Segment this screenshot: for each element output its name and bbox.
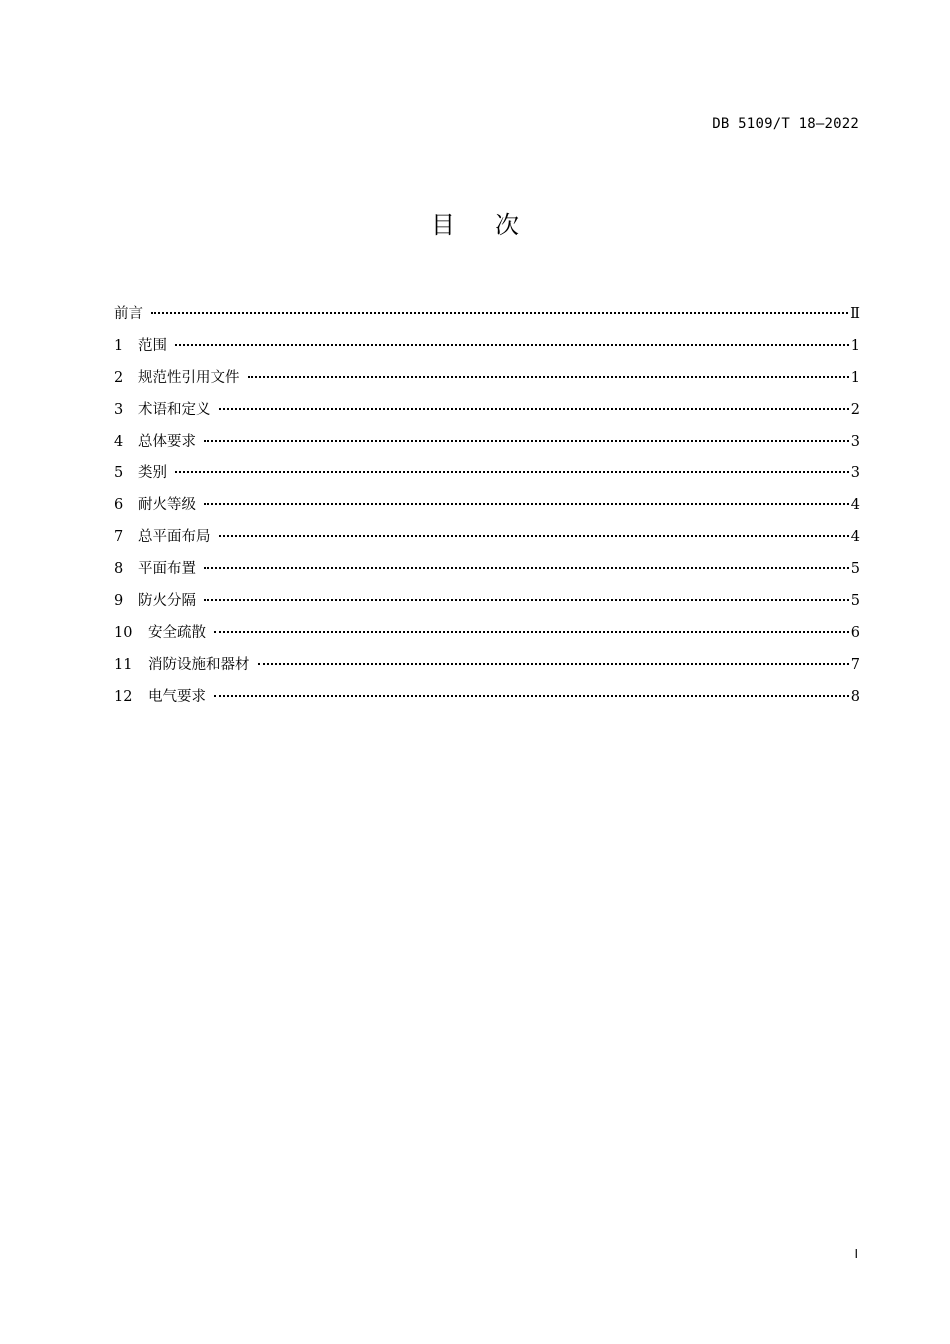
toc-entry-label: 规范性引用文件 bbox=[138, 369, 240, 386]
toc-entry-page: 3 bbox=[850, 433, 860, 450]
toc-entry-label: 平面布置 bbox=[138, 561, 196, 578]
toc-entry-number: 7 bbox=[114, 529, 124, 546]
toc-entry-number: 8 bbox=[114, 561, 124, 578]
toc-entry-number: 9 bbox=[114, 593, 124, 610]
toc-entry-page: 4 bbox=[850, 497, 860, 514]
toc-entry-categories[interactable] bbox=[114, 461, 860, 493]
toc-entry-number: 2 bbox=[114, 369, 124, 386]
toc-entry-page: 1 bbox=[850, 337, 860, 354]
toc-entry-page: 2 bbox=[850, 401, 860, 418]
toc-entry-fire-facilities[interactable] bbox=[114, 653, 860, 685]
toc-leader-dots bbox=[204, 503, 849, 505]
toc-entry-page: 5 bbox=[850, 561, 860, 578]
toc-entry-number: 11 bbox=[114, 656, 133, 673]
toc-leader-dots bbox=[204, 599, 849, 601]
toc-entry-label: 防火分隔 bbox=[138, 593, 196, 610]
toc-entry-page: 4 bbox=[850, 529, 860, 546]
toc-entry-normative-references[interactable] bbox=[114, 366, 860, 398]
toc-entry-label: 耐火等级 bbox=[138, 497, 196, 514]
toc-leader-dots bbox=[151, 312, 848, 314]
toc-entry-electrical-requirements[interactable] bbox=[114, 685, 860, 717]
toc-entry-number: 10 bbox=[114, 624, 133, 641]
toc-leader-dots bbox=[204, 440, 849, 442]
toc-title bbox=[0, 205, 950, 240]
toc-entry-number: 4 bbox=[114, 433, 124, 450]
toc-entry-foreword[interactable] bbox=[114, 302, 860, 334]
toc-title-char-2: 次 bbox=[495, 211, 519, 239]
toc-entry-general-requirements[interactable] bbox=[114, 430, 860, 462]
toc-entry-page: Ⅱ bbox=[850, 306, 860, 322]
toc-leader-dots bbox=[214, 695, 849, 697]
toc-entry-label: 范围 bbox=[138, 337, 167, 354]
toc-entry-label: 电气要求 bbox=[148, 688, 206, 705]
toc-entry-label: 总平面布局 bbox=[138, 529, 211, 546]
toc-entry-floor-plan[interactable] bbox=[114, 557, 860, 589]
toc-entry-site-layout[interactable] bbox=[114, 525, 860, 557]
toc-entry-number: 5 bbox=[114, 465, 124, 482]
toc-entry-fire-resistance-rating[interactable] bbox=[114, 493, 860, 525]
toc-entry-label: 前言 bbox=[114, 306, 143, 322]
toc-entry-page: 8 bbox=[850, 688, 860, 705]
toc-entry-terms-definitions[interactable] bbox=[114, 398, 860, 430]
toc-entry-page: 5 bbox=[850, 593, 860, 610]
toc-leader-dots bbox=[175, 344, 849, 346]
toc-title-char-1: 目 bbox=[431, 211, 455, 239]
toc-leader-dots bbox=[214, 631, 849, 633]
toc-entry-label: 类别 bbox=[138, 465, 167, 482]
toc-entry-safe-evacuation[interactable] bbox=[114, 621, 860, 653]
table-of-contents bbox=[114, 302, 860, 717]
toc-leader-dots bbox=[219, 535, 849, 537]
toc-entry-page: 1 bbox=[850, 369, 860, 386]
toc-entry-page: 3 bbox=[850, 465, 860, 482]
toc-entry-label: 安全疏散 bbox=[148, 624, 206, 641]
toc-entry-label: 术语和定义 bbox=[138, 401, 211, 418]
document-code: DB 5109/T 18—2022 bbox=[712, 116, 859, 132]
toc-entry-page: 7 bbox=[850, 656, 860, 673]
toc-entry-number: 1 bbox=[114, 337, 124, 354]
toc-entry-label: 总体要求 bbox=[138, 433, 196, 450]
toc-entry-label: 消防设施和器材 bbox=[148, 656, 250, 673]
toc-entry-scope[interactable] bbox=[114, 334, 860, 366]
toc-entry-page: 6 bbox=[850, 624, 860, 641]
toc-leader-dots bbox=[175, 471, 849, 473]
toc-leader-dots bbox=[204, 567, 849, 569]
toc-entry-number: 3 bbox=[114, 401, 124, 418]
toc-leader-dots bbox=[248, 376, 849, 378]
page-number: I bbox=[854, 1247, 858, 1261]
toc-entry-number: 6 bbox=[114, 497, 124, 514]
toc-leader-dots bbox=[258, 663, 849, 665]
toc-entry-number: 12 bbox=[114, 688, 133, 705]
toc-entry-fire-separation[interactable] bbox=[114, 589, 860, 621]
toc-leader-dots bbox=[219, 408, 849, 410]
